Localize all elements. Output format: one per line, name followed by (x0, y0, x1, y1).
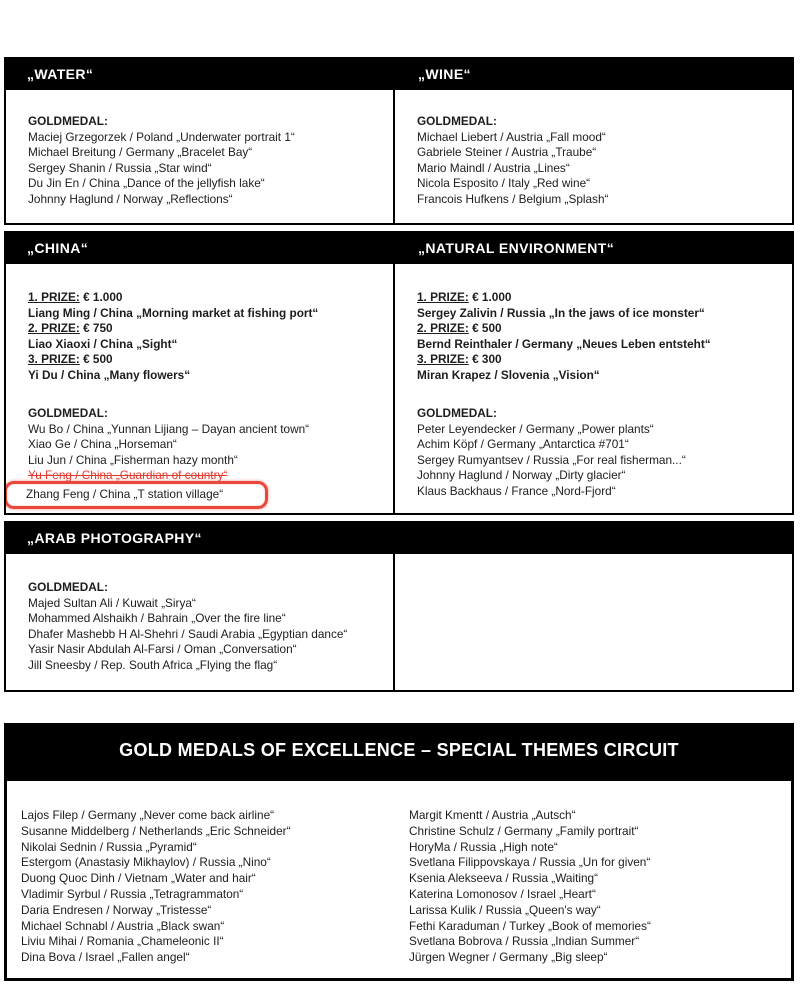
special-column-right (409, 808, 791, 978)
prize-label: 3. PRIZE: (28, 352, 80, 366)
prize-line (28, 290, 385, 306)
medal-entry: Ksenia Alekseeva / Russia „Waiting“ (409, 871, 599, 886)
section-title-natural-environment: „NATURAL ENVIRONMENT“ (418, 239, 615, 256)
red-strike-annotation: Yu Feng / China „Guardian of country“ (28, 468, 228, 482)
medal-entry: Sergey Shanin / Russia „Star wind“ (28, 160, 212, 175)
section-title-water: „WATER“ (27, 65, 94, 82)
prize-amount: € 500 (472, 321, 502, 335)
section-header-row-3 (4, 521, 794, 554)
medal-entry: Svetlana Bobrova / Russia „Indian Summer“ (409, 934, 640, 949)
empty-cell (395, 554, 794, 690)
prize-amount: € 300 (472, 352, 502, 366)
prize-line (28, 321, 385, 337)
prize-winner: Sergey Zalivin / Russia „In the jaws of ice monster“ (417, 305, 705, 320)
medal-entry: Lajos Filep / Germany „Never come back airline“ (21, 808, 275, 822)
goldmedal-label: GOLDMEDAL: (417, 406, 497, 420)
prize-line (417, 290, 784, 306)
prize-winner: Yi Du / China „Many flowers“ (28, 367, 191, 382)
medal-entry: Katerina Lomonosov / Israel „Heart“ (409, 886, 596, 901)
medal-entry: Gabriele Steiner / Austria „Traube“ (417, 145, 597, 159)
water-cell (4, 90, 395, 223)
special-section-title: GOLD MEDALS OF EXCELLENCE – SPECIAL THEMES CIRCUIT (119, 740, 679, 760)
special-section-header (4, 723, 794, 778)
section-header-row-2 (4, 231, 794, 264)
medal-entry: Christine Schulz / Germany „Family portrait“ (409, 823, 639, 838)
table-row (4, 264, 794, 515)
spacer (28, 383, 385, 406)
prize-winner: Liang Ming / China „Morning market at fishing port“ (28, 305, 319, 320)
medal-entry (28, 484, 385, 513)
china-cell (4, 264, 395, 513)
medal-entry: Jill Sneesby / Rep. South Africa „Flying the flag“ (28, 657, 278, 672)
medal-entry: Yasir Nasir Abdulah Al-Farsi / Oman „Conversation“ (28, 642, 297, 656)
section-title-wine: „WINE“ (418, 65, 471, 82)
medal-entry: Vladimir Syrbul / Russia „Tetragrammaton“ (21, 886, 244, 901)
prize-winner: Liao Xiaoxi / China „Sight“ (28, 336, 178, 351)
medal-entry: Susanne Middelberg / Netherlands „Eric Schneider“ (21, 823, 291, 838)
section-title-china: „CHINA“ (27, 239, 89, 256)
medal-entry: Fethi Karaduman / Turkey „Book of memories“ (409, 918, 651, 933)
prize-label: 3. PRIZE: (417, 352, 469, 366)
results-table (4, 57, 794, 698)
goldmedal-label: GOLDMEDAL: (28, 114, 108, 128)
prize-label: 1. PRIZE: (417, 290, 469, 304)
medal-entry: Xiao Ge / China „Horseman“ (28, 437, 177, 451)
prize-winner: Bernd Reinthaler / Germany „Neues Leben entsteht“ (417, 336, 711, 351)
medal-entry: Du Jin En / China „Dance of the jellyfish lake“ (28, 176, 265, 190)
medal-entry: Francois Hufkens / Belgium „Splash“ (417, 191, 609, 206)
prize-label: 2. PRIZE: (28, 321, 80, 335)
table-row (4, 554, 794, 692)
medal-entry: HoryMa / Russia „High note“ (409, 839, 558, 854)
prize-line (28, 352, 385, 368)
medal-entry: Michael Liebert / Austria „Fall mood“ (417, 129, 606, 144)
goldmedal-label: GOLDMEDAL: (417, 114, 497, 128)
red-box-annotation (4, 481, 268, 510)
medal-entry-text: Zhang Feng / China „T station village“ (26, 486, 224, 501)
medal-entry: Nicola Esposito / Italy „Red wine“ (417, 176, 591, 190)
medal-entry: Wu Bo / China „Yunnan Lijiang – Dayan ancient town“ (28, 421, 310, 436)
wine-cell (395, 90, 794, 223)
medal-entry: Johnny Haglund / Norway „Reflections“ (28, 191, 233, 206)
medal-entry: Svetlana Filippovskaya / Russia „Un for given“ (409, 855, 651, 870)
medal-entry: Jürgen Wegner / Germany „Big sleep“ (409, 950, 608, 965)
medal-entry: Michael Breitung / Germany „Bracelet Bay“ (28, 145, 253, 159)
medal-entry: Achim Köpf / Germany „Antarctica #701“ (417, 437, 629, 451)
medal-entry: Peter Leyendecker / Germany „Power plants“ (417, 421, 654, 436)
prize-amount: € 1.000 (472, 290, 512, 304)
prize-line (417, 321, 784, 337)
medal-entry: Dhafer Mashebb H Al-Shehri / Saudi Arabia „Egyptian dance“ (28, 626, 348, 641)
goldmedal-label: GOLDMEDAL: (28, 406, 108, 420)
medal-entry: Margit Kmentt / Austria „Autsch“ (409, 808, 576, 822)
medal-entry: Sergey Rumyantsev / Russia „For real fisherman...“ (417, 452, 686, 467)
prize-label: 1. PRIZE: (28, 290, 80, 304)
medal-entry: Nikolai Sednin / Russia „Pyramid“ (21, 839, 197, 854)
prize-amount: € 750 (83, 321, 113, 335)
arab-photography-cell (4, 554, 395, 690)
special-section-body (4, 778, 794, 981)
medal-entry: Klaus Backhaus / France „Nord-Fjord“ (417, 483, 616, 498)
prize-amount: € 1.000 (83, 290, 123, 304)
medal-entry: Larissa Kulik / Russia „Queen's way“ (409, 902, 601, 917)
prize-winner: Miran Krapez / Slovenia „Vision“ (417, 367, 600, 382)
medal-entry: Majed Sultan Ali / Kuwait „Sirya“ (28, 595, 196, 610)
medal-entry: Mohammed Alshaikh / Bahrain „Over the fire line“ (28, 611, 286, 625)
medal-entry: Liu Jun / China „Fisherman hazy month“ (28, 452, 238, 467)
table-row (4, 90, 794, 225)
spacer (417, 383, 784, 406)
section-header-row-1 (4, 57, 794, 90)
section-title-arab-photography: „ARAB PHOTOGRAPHY“ (27, 529, 202, 546)
prize-line (417, 352, 784, 368)
medal-entry: Maciej Grzegorzek / Poland „Underwater portrait 1“ (28, 129, 295, 144)
medal-entry: Liviu Mihai / Romania „Chameleonic II“ (21, 934, 224, 949)
medal-entry: Duong Quoc Dinh / Vietnam „Water and hair“ (21, 871, 256, 886)
medal-entry: Michael Schnabl / Austria „Black swan“ (21, 918, 225, 933)
special-column-left (21, 808, 409, 978)
prize-label: 2. PRIZE: (417, 321, 469, 335)
medal-entry: Dina Bova / Israel „Fallen angel“ (21, 950, 190, 965)
medal-entry: Mario Maindl / Austria „Lines“ (417, 160, 570, 175)
medal-entry: Estergom (Anastasiy Mikhaylov) / Russia „Nino“ (21, 855, 271, 870)
medal-entry: Daria Endresen / Norway „Tristesse“ (21, 902, 212, 917)
medal-entry: Johnny Haglund / Norway „Dirty glacier“ (417, 468, 626, 482)
prize-amount: € 500 (83, 352, 113, 366)
natural-environment-cell (395, 264, 794, 513)
goldmedal-label: GOLDMEDAL: (28, 580, 108, 594)
